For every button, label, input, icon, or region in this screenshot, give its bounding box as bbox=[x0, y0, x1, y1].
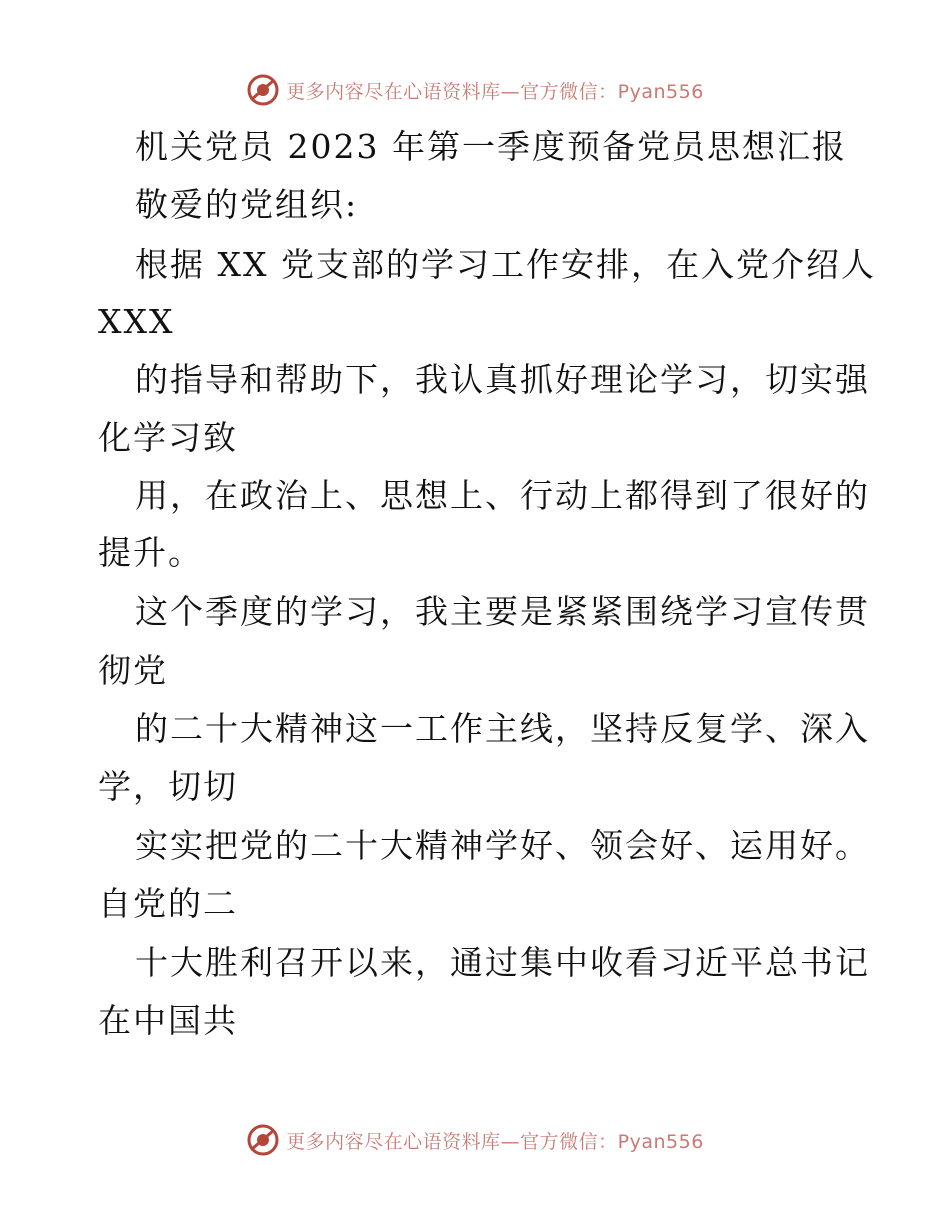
paragraph-line: XXX bbox=[98, 302, 175, 341]
paragraph-line: 根据 XX 党支部的学习工作安排，在入党介绍人 bbox=[135, 245, 876, 284]
header-banner bbox=[0, 70, 950, 110]
paragraph-line: 十大胜利召开以来，通过集中收看习近平总书记 bbox=[135, 943, 870, 982]
document-salutation: 敬爱的党组织: bbox=[135, 185, 359, 224]
paragraph-line: 提升。 bbox=[98, 533, 203, 572]
paragraph-line: 用，在政治上、思想上、行动上都得到了很好的 bbox=[135, 476, 870, 515]
document-title: 机关党员 2023 年第一季度预备党员思想汇报 bbox=[135, 127, 847, 166]
paragraph-line: 的二十大精神这一工作主线，坚持反复学、深入 bbox=[135, 709, 870, 748]
seal-logo-icon bbox=[246, 73, 280, 107]
footer-banner-text: 更多内容尽在心语资料库—官方微信：Pyan556 bbox=[286, 1130, 704, 1153]
footer-banner bbox=[0, 1120, 950, 1160]
paragraph-line: 实实把党的二十大精神学好、领会好、运用好。 bbox=[135, 826, 870, 865]
header-banner-text: 更多内容尽在心语资料库—官方微信：Pyan556 bbox=[286, 80, 704, 103]
paragraph-line: 学，切切 bbox=[98, 767, 238, 806]
paragraph-line: 彻党 bbox=[98, 651, 168, 690]
paragraph-line: 在中国共 bbox=[98, 1001, 238, 1040]
seal-logo-icon bbox=[246, 1123, 280, 1157]
paragraph-line: 的指导和帮助下，我认真抓好理论学习，切实强 bbox=[135, 360, 870, 399]
paragraph-line: 化学习致 bbox=[98, 418, 238, 457]
paragraph-line: 自党的二 bbox=[98, 884, 238, 923]
paragraph-line: 这个季度的学习，我主要是紧紧围绕学习宣传贯 bbox=[135, 592, 870, 631]
